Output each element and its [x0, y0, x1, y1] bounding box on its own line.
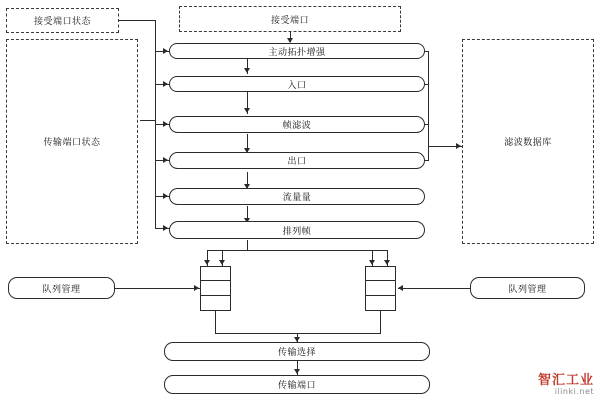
queue-stack-right-cell-2: [366, 281, 395, 295]
connector-recvstate-to-bus: [119, 20, 155, 21]
node-queue-mgmt-right: [470, 277, 585, 299]
node-trans-port-state: [6, 39, 138, 244]
queue-stack-left-cell-3: [201, 296, 230, 310]
node-queue-frame-label: 排列帧: [282, 226, 312, 237]
queue-stack-right: [365, 266, 396, 311]
node-egress: [169, 152, 425, 169]
node-flow-label: 流量量: [282, 193, 312, 203]
node-transmit-port-label: 传输端口: [277, 381, 316, 391]
node-recv-port-state-label: 接受端口状态: [33, 17, 91, 27]
node-active-topology-label: 主动拓扑增强: [268, 47, 326, 58]
arrow-queuemgmt-right: [398, 285, 403, 291]
node-queue-mgmt-left-label: 队列管理: [42, 284, 81, 295]
node-ingress: [169, 76, 425, 92]
node-queue-frame: [169, 221, 425, 239]
node-flow: [169, 188, 425, 205]
queue-stack-left: [200, 266, 231, 311]
arrow-queuemgmt-left: [194, 285, 199, 291]
node-trans-port-state-label: 传输端口状态: [43, 138, 101, 148]
arrow-ingress-to-filter: [244, 108, 250, 113]
node-recv-port: [179, 6, 401, 32]
queue-stack-right-cell-3: [366, 296, 395, 310]
node-recv-port-state: [6, 8, 119, 33]
connector-rightstack-down: [380, 311, 381, 333]
arrow-split-left2: [219, 260, 225, 265]
node-queue-mgmt-left: [8, 277, 115, 299]
arrow-active-to-ingress: [244, 68, 250, 73]
queue-stack-right-cell-1: [366, 267, 395, 281]
arrow-bus-to-filter: [163, 121, 168, 127]
queue-stack-left-cell-2: [201, 281, 230, 295]
arrow-split-right2: [384, 260, 390, 265]
arrow-split-left: [204, 260, 210, 265]
node-filter-db-label: 滤波数据库: [504, 138, 552, 148]
arrow-rightbus-to-filterdb: [456, 143, 461, 149]
arrow-bus-to-egress: [163, 157, 168, 163]
node-recv-port-label: 接受端口: [270, 15, 309, 26]
arrow-split-right: [369, 260, 375, 265]
watermark-main-text: 智汇工业: [537, 372, 594, 388]
arrow-bus-to-active: [163, 48, 168, 54]
connector-queueframe-split: [207, 250, 387, 251]
node-active-topology: [169, 43, 425, 59]
node-filter-db: [462, 39, 594, 244]
connector-queuemgmt-left-to-stack: [115, 288, 200, 289]
arrow-bus-to-flow: [163, 193, 168, 199]
connector-right-bus: [428, 51, 429, 161]
watermark-sub-text: ilinki.net: [554, 386, 594, 396]
connector-transstate-to-bus: [140, 120, 155, 121]
node-frame-filter: [169, 116, 425, 133]
queue-stack-left-cell-1: [201, 267, 230, 281]
connector-leftstack-down: [215, 311, 216, 333]
node-transmit-select-label: 传输选择: [277, 348, 316, 358]
node-transmit-port: [164, 375, 430, 394]
node-frame-filter-label: 帧滤波: [282, 121, 312, 131]
connector-left-bus: [155, 48, 156, 228]
watermark: [538, 374, 594, 396]
connector-stacks-merge: [215, 333, 381, 334]
arrow-bus-to-ingress: [163, 81, 168, 87]
node-queue-mgmt-right-label: 队列管理: [508, 284, 547, 295]
connector-queuemgmt-right-to-stack: [398, 288, 470, 289]
arrow-bus-to-queueframe: [163, 225, 168, 231]
connector-recvstate-drop: [155, 20, 156, 48]
node-egress-label: 出口: [287, 157, 307, 167]
arrow-transmitselect-to-port: [294, 369, 300, 374]
node-transmit-select: [164, 342, 430, 361]
node-ingress-label: 入口: [287, 80, 307, 91]
connector-queueframe-down: [247, 240, 248, 250]
